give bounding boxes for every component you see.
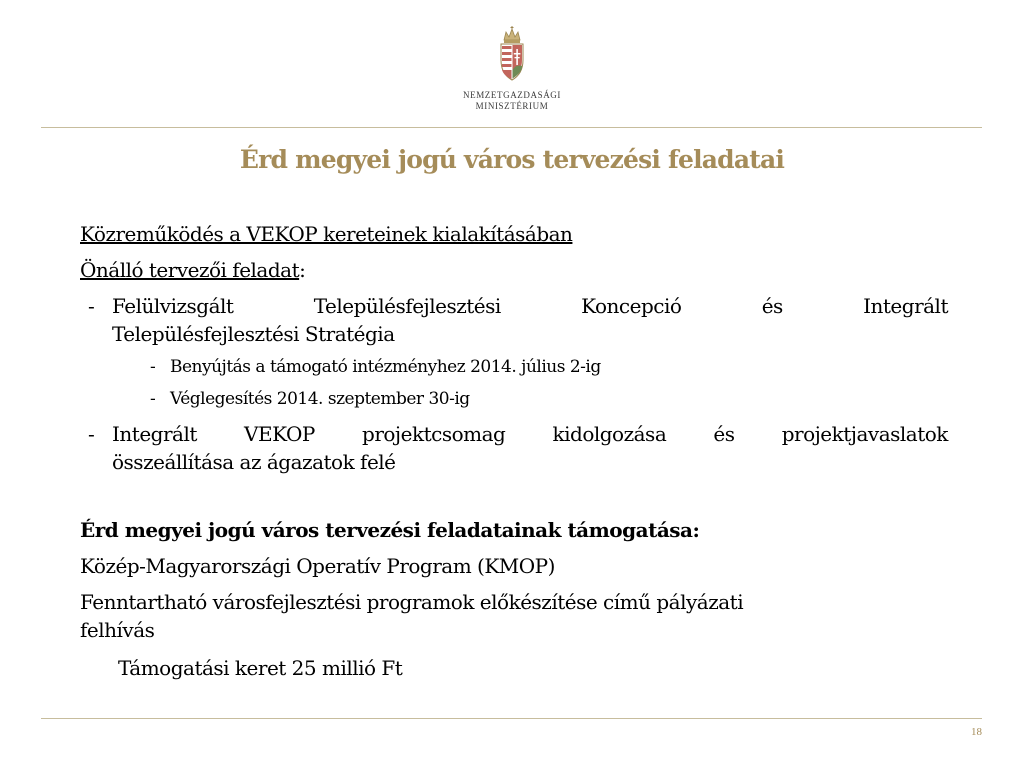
page-number: 18 xyxy=(971,726,982,738)
header-divider xyxy=(41,127,982,128)
budget-line: Támogatási keret 25 millió Ft xyxy=(118,656,403,680)
bullet-concept-line1: Felülvizsgált Településfejlesztési Koncepció és Integrált xyxy=(112,294,948,318)
planning-task-heading xyxy=(80,256,305,284)
hungarian-coat-of-arms-icon xyxy=(494,26,530,82)
ministry-logo xyxy=(437,26,587,118)
bullet-vekop-package xyxy=(80,420,948,476)
vekop-cooperation-item: Közreműködés a VEKOP kereteinek kialakításában xyxy=(80,222,573,246)
bullet-vekop-line2: összeállítása az ágazatok felé xyxy=(112,450,396,474)
slide-title: Érd megyei jogú város tervezési feladatai xyxy=(239,145,785,174)
bullet-concept-line2: Településfejlesztési Stratégia xyxy=(112,322,395,346)
bullet-dash: - xyxy=(88,422,95,446)
sub-bullet-finalization: - Véglegesítés 2014. szeptember 30-ig xyxy=(150,389,470,409)
call-title-line1: Fenntartható városfejlesztési programok előkészítése című pályázati xyxy=(80,590,744,614)
ministry-name-line2: MINISZTÉRIUM xyxy=(475,101,549,111)
bullet-concept-strategy xyxy=(80,292,948,348)
support-heading: Érd megyei jogú város tervezési feladatainak támogatása: xyxy=(80,518,700,542)
planning-task-colon: : xyxy=(299,258,306,282)
kmop-program: Közép-Magyarországi Operatív Program (KMOP) xyxy=(80,554,555,578)
ministry-name-line1: NEMZETGAZDASÁGI xyxy=(463,90,561,100)
planning-task-label: Önálló tervezői feladat xyxy=(80,258,300,282)
footer-divider xyxy=(41,718,982,719)
bullet-dash: - xyxy=(88,294,95,318)
sub-bullet-submission: - Benyújtás a támogató intézményhez 2014. július 2-ig xyxy=(150,357,601,377)
bullet-vekop-line1: Integrált VEKOP projektcsomag kidolgozása és projektjavaslatok xyxy=(112,422,948,446)
call-title-line2: felhívás xyxy=(80,618,155,642)
